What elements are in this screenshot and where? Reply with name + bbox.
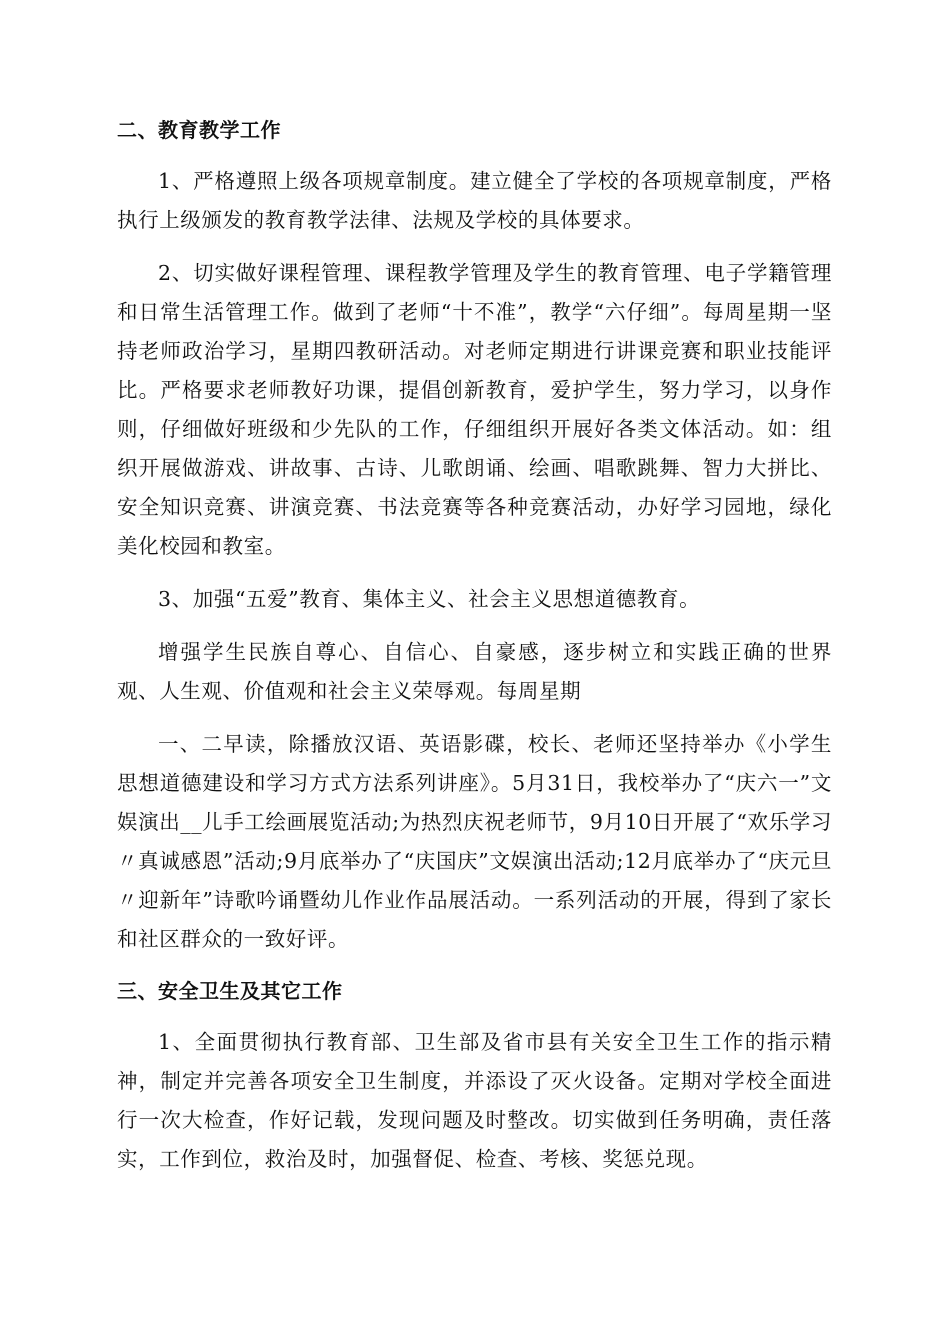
- paragraph-moral-education: 3、加强“五爱”教育、集体主义、社会主义思想道德教育。: [158, 587, 701, 611]
- document-body: [117, 112, 832, 1193]
- paragraph-self-esteem: 增强学生民族自尊心、自信心、自豪感，逐步树立和实践正确的世界观、人生观、价值观和社会主义荣辱观。每周星期: [117, 640, 832, 703]
- section-heading-education: 二、教育教学工作: [117, 118, 281, 142]
- paragraph-course-management: 2、切实做好课程管理、课程教学管理及学生的教育管理、电子学籍管理和日常生活管理工作。做到了老师“十不准”，教学“六仔细”。每周星期一坚持老师政治学习，星期四教研活动。对老师定期进行讲课竞赛和职业技能评比。严格要求老师教好功课，提倡创新教育，爱护学生，努力学习，以身作则，仔细做好班级和少先队的工作，仔细组织开展好各类文体活动。如：组织开展做游戏、讲故事、古诗、儿歌朗诵、绘画、唱歌跳舞、智力大拼比、安全知识竞赛、讲演竞赛、书法竞赛等各种竞赛活动，办好学习园地，绿化美化校园和教室。: [117, 261, 832, 558]
- paragraph-regulations: 1、严格遵照上级各项规章制度。建立健全了学校的各项规章制度，严格执行上级颁发的教育教学法律、法规及学校的具体要求。: [117, 169, 832, 232]
- section-heading-safety: 三、安全卫生及其它工作: [117, 979, 343, 1003]
- paragraph-activities: 一、二早读，除播放汉语、英语影碟，校长、老师还坚持举办《小学生思想道德建设和学习方式方法系列讲座》。5月31日，我校举办了“庆六一”文娱演出__儿手工绘画展览活动;为热烈庆祝老师节，9月10日开展了“欢乐学习〃真诚感恩”活动;9月底举办了“庆国庆”文娱演出活动;12月底举办了“庆元旦〃迎新年”诗歌吟诵暨幼儿作业作品展活动。一系列活动的开展，得到了家长和社区群众的一致好评。: [117, 732, 832, 951]
- paragraph-safety-hygiene: 1、全面贯彻执行教育部、卫生部及省市县有关安全卫生工作的指示精神，制定并完善各项安全卫生制度，并添设了灭火设备。定期对学校全面进行一次大检查，作好记载，发现问题及时整改。切实做到任务明确，责任落实，工作到位，救治及时，加强督促、检查、考核、奖惩兑现。: [117, 1030, 832, 1171]
